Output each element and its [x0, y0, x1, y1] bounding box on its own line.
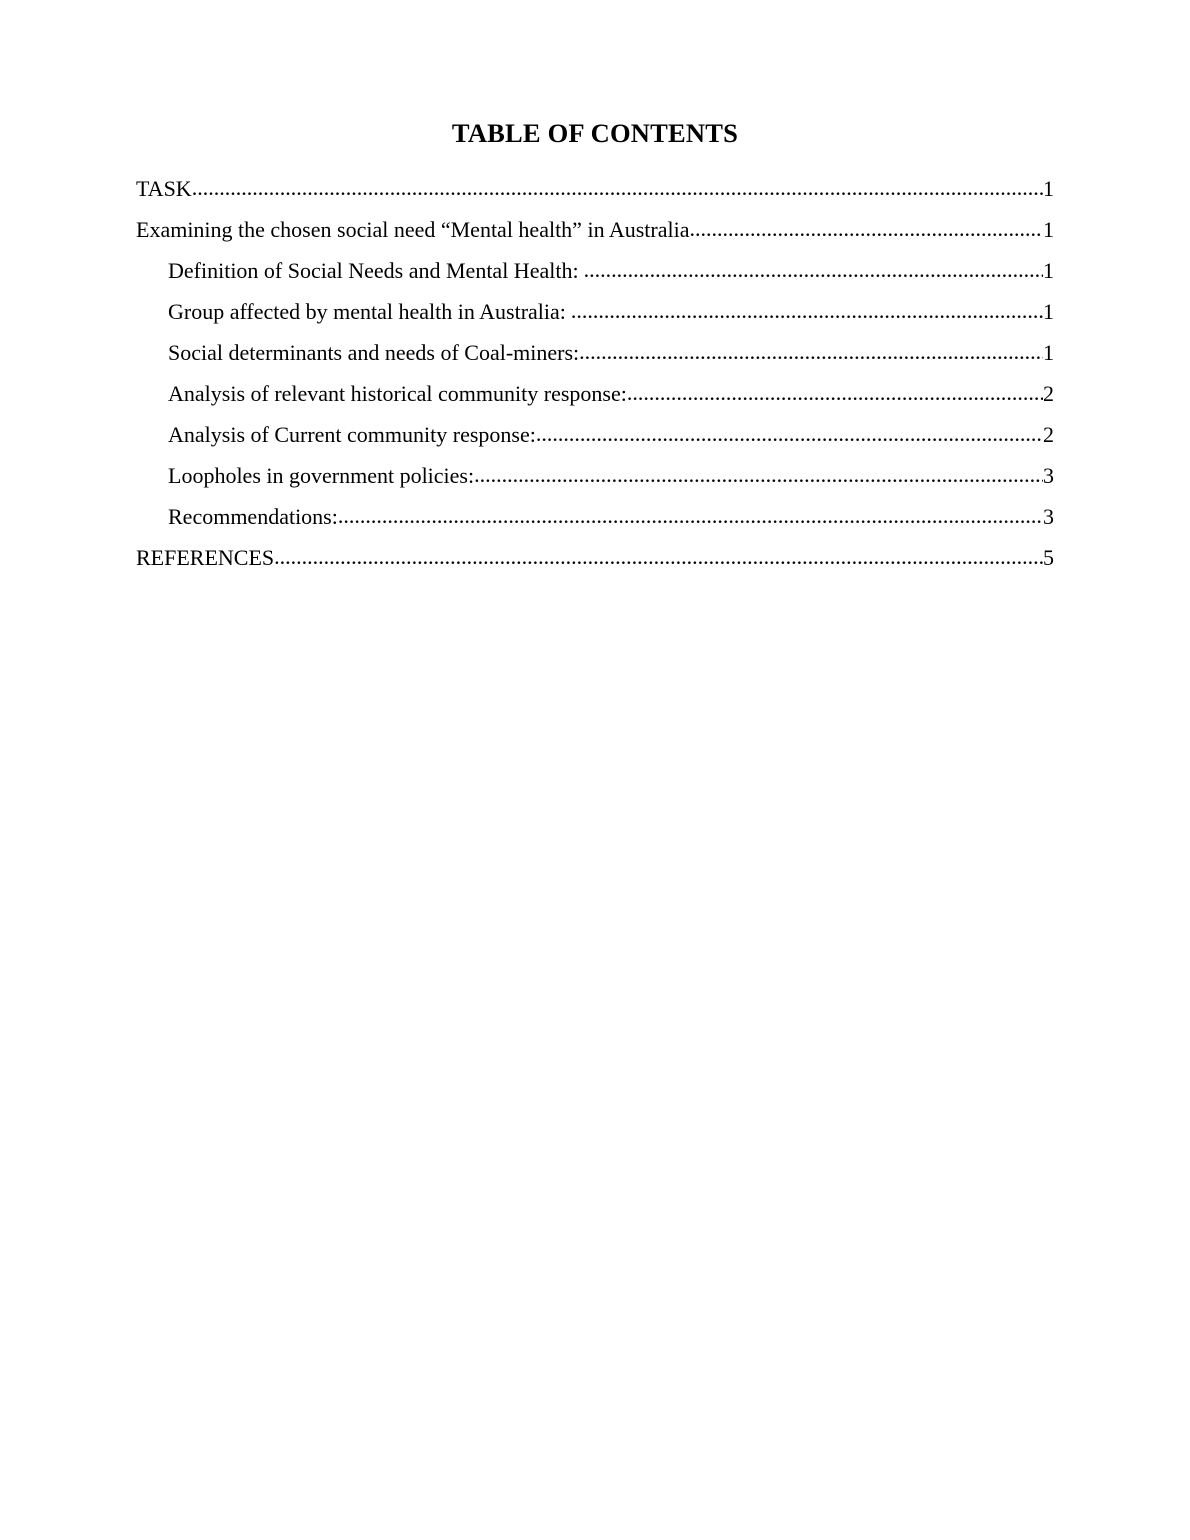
toc-entry-label: Analysis of relevant historical community response: [168, 380, 627, 406]
toc-entry-page-number: 2 [1043, 421, 1054, 447]
toc-leader-dots [474, 464, 1043, 486]
toc-entry-page-number: 1 [1043, 339, 1054, 365]
toc-entry[interactable] [136, 257, 1054, 283]
toc-entry-label: Loopholes in government policies: [168, 462, 475, 488]
toc-entry-label: Definition of Social Needs and Mental Health: [168, 257, 579, 283]
toc-leader-dots [536, 423, 1043, 445]
toc-entry-label: REFERENCES [136, 544, 275, 570]
toc-entry[interactable] [136, 339, 1054, 365]
toc-entry-page-number: 2 [1043, 380, 1054, 406]
toc-entry-label: Recommendations: [168, 503, 338, 529]
toc-leader-dots [627, 382, 1043, 404]
toc-entry-page-number: 1 [1043, 175, 1054, 201]
toc-entry-page-number: 1 [1043, 257, 1054, 283]
toc-entry[interactable] [136, 298, 1054, 324]
toc-leader-dots [584, 259, 1043, 281]
toc-leader-dots [571, 300, 1043, 322]
toc-entry-label: TASK [136, 175, 192, 201]
toc-leader-dots [690, 218, 1044, 240]
toc-entry[interactable] [136, 544, 1054, 570]
toc-leader-dots [338, 505, 1043, 527]
table-of-contents [136, 175, 1054, 570]
toc-entry-page-number: 1 [1043, 298, 1054, 324]
toc-entry-page-number: 1 [1043, 216, 1054, 242]
toc-entry[interactable] [136, 462, 1054, 488]
toc-entry-page-number: 3 [1043, 462, 1054, 488]
toc-leader-dots [192, 177, 1043, 199]
toc-leader-dots [274, 546, 1043, 568]
toc-entry[interactable] [136, 421, 1054, 447]
toc-entry[interactable] [136, 175, 1054, 201]
toc-entry-label: Examining the chosen social need “Mental health” in Australia [136, 216, 690, 242]
toc-entry-page-number: 3 [1043, 503, 1054, 529]
toc-entry-page-number: 5 [1043, 544, 1054, 570]
toc-entry-label: Group affected by mental health in Australia: [168, 298, 566, 324]
toc-entry[interactable] [136, 503, 1054, 529]
toc-entry[interactable] [136, 216, 1054, 242]
toc-leader-dots [579, 341, 1043, 363]
page-title: TABLE OF CONTENTS [451, 118, 739, 148]
toc-entry-label: Analysis of Current community response: [168, 421, 536, 447]
toc-entry-label: Social determinants and needs of Coal-miners: [168, 339, 580, 365]
toc-entry[interactable] [136, 380, 1054, 406]
